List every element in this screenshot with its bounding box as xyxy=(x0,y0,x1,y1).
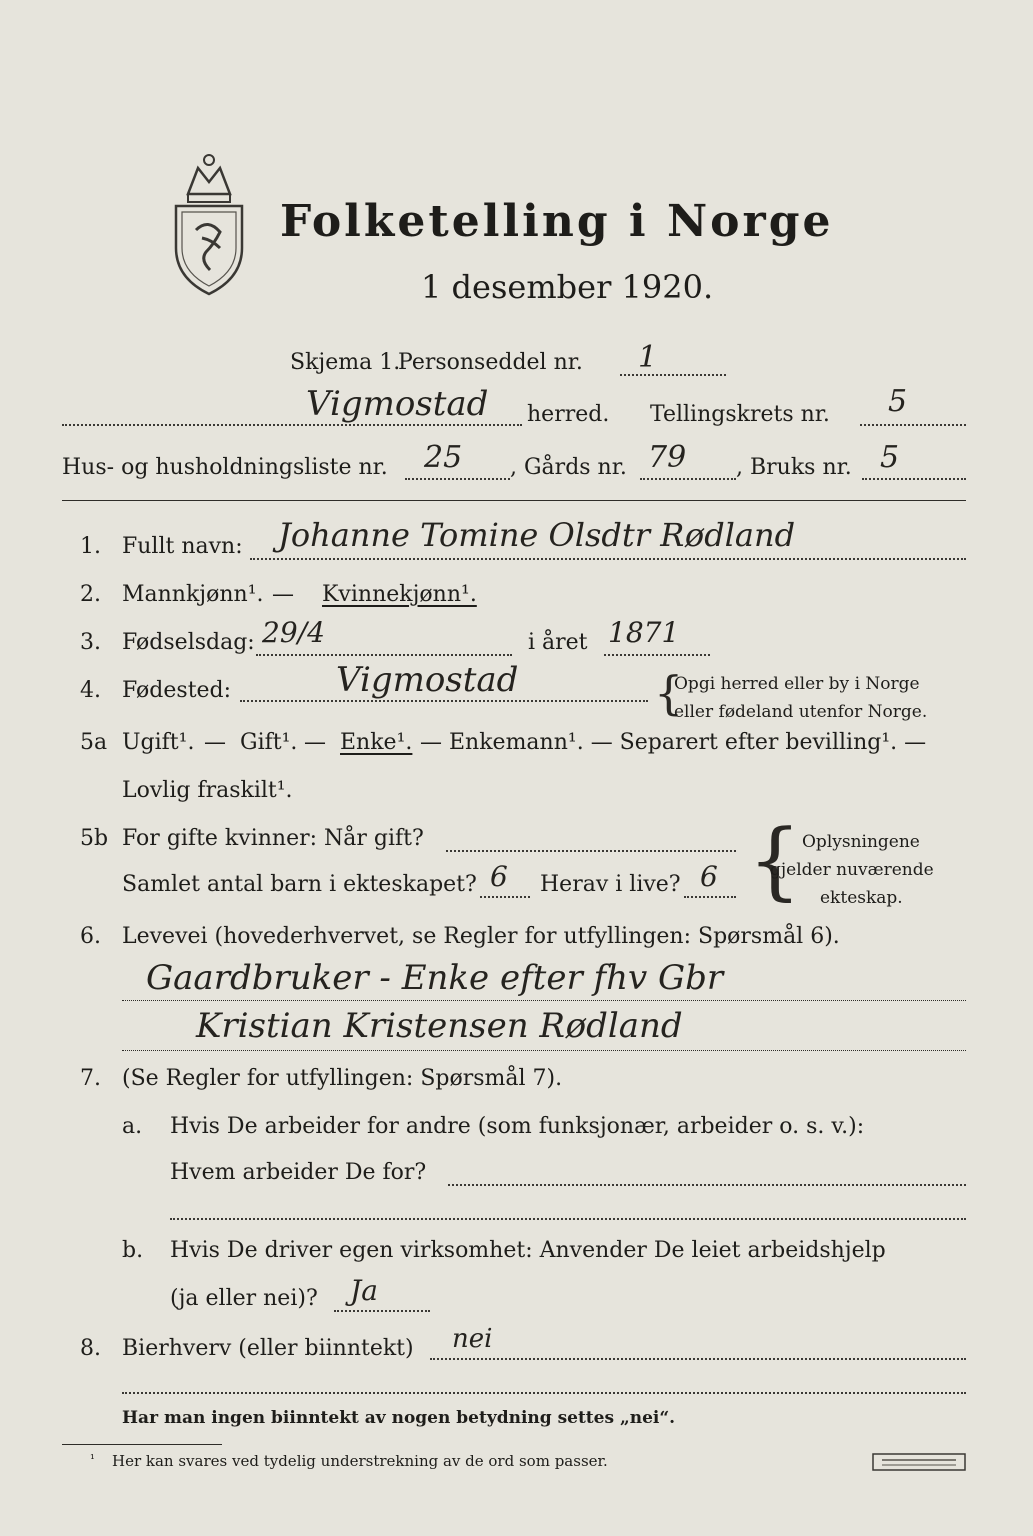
q5b-barn-label: Samlet antal barn i ekteskapet? xyxy=(122,872,477,897)
q4-brace: { xyxy=(654,666,684,720)
q7b-value: Ja xyxy=(350,1274,378,1307)
q1-value: Johanne Tomine Olsdtr Rødland xyxy=(278,516,796,554)
schema-label: Skjema 1. xyxy=(290,350,401,375)
printer-stamp-icon xyxy=(872,1452,966,1472)
q5a-enke: Enke¹. xyxy=(340,730,413,755)
bruks-line xyxy=(862,478,966,480)
herred-line xyxy=(62,424,522,426)
husholdning-line xyxy=(405,478,510,480)
coat-of-arms-icon xyxy=(168,148,250,298)
tellingskrets-label: Tellingskrets nr. xyxy=(650,402,830,427)
q4-value: Vigmostad xyxy=(336,660,519,700)
tellingskrets-value: 5 xyxy=(888,384,908,419)
q5b-barn-line xyxy=(480,896,530,898)
footnote-mark: ¹ xyxy=(90,1452,95,1466)
q2-female-option: Kvinnekjønn¹. xyxy=(322,582,477,607)
q7a-question: Hvem arbeider De for? xyxy=(170,1160,427,1185)
q5b-note-line2: gjelder nuværende xyxy=(770,860,934,880)
q5a-gift: Gift¹. xyxy=(240,730,298,755)
q3-year-label: i året xyxy=(528,630,588,655)
q2-separator: — xyxy=(272,582,294,607)
q6-number: 6. xyxy=(80,924,101,949)
personseddel-label: Personseddel nr. xyxy=(398,350,583,375)
q3-year-line xyxy=(604,654,710,656)
q7b-text: Hvis De driver egen virksomhet: Anvender De leiet arbeidshjelp xyxy=(170,1238,886,1263)
q7a-line-1 xyxy=(448,1184,966,1186)
herred-label: herred. xyxy=(527,402,610,427)
gards-value: 79 xyxy=(648,440,687,475)
footnote-divider xyxy=(62,1444,222,1445)
q5b-note-line1: Oplysningene xyxy=(802,832,920,852)
q5b-number: 5b xyxy=(80,826,109,851)
q5a-dash-1: — xyxy=(204,730,226,755)
footnote-text: Her kan svares ved tydelig understrekning av de ord som passer. xyxy=(112,1452,608,1470)
q6-line-2 xyxy=(122,1050,966,1051)
q8-value: nei xyxy=(452,1324,493,1354)
header-divider xyxy=(62,500,966,501)
q5a-lovlig: Lovlig fraskilt¹. xyxy=(122,778,293,803)
husholdning-value: 25 xyxy=(424,440,463,475)
q3-date-line xyxy=(256,654,512,656)
q3-label: Fødselsdag: xyxy=(122,630,255,655)
q7-number: 7. xyxy=(80,1066,101,1091)
herred-value: Vigmostad xyxy=(306,384,489,424)
q1-number: 1. xyxy=(80,534,101,559)
q3-number: 3. xyxy=(80,630,101,655)
q2-male-option: Mannkjønn¹. xyxy=(122,582,264,607)
q8-label: Bierhverv (eller biinntekt) xyxy=(122,1336,414,1361)
q7-label: (Se Regler for utfyllingen: Spørsmål 7). xyxy=(122,1066,563,1091)
q8-number: 8. xyxy=(80,1336,101,1361)
q6-value-line1: Gaardbruker - Enke efter fhv Gbr xyxy=(146,958,724,998)
q5a-ugift: Ugift¹. xyxy=(122,730,195,755)
gards-line xyxy=(640,478,736,480)
q7b-letter: b. xyxy=(122,1238,144,1263)
q7a-text: Hvis De arbeider for andre (som funksjonær, arbeider o. s. v.): xyxy=(170,1114,865,1139)
q6-line-1 xyxy=(122,1000,966,1001)
q4-note-line2: eller fødeland utenfor Norge. xyxy=(674,702,928,722)
q6-label: Levevei (hovederhvervet, se Regler for utfyllingen: Spørsmål 6). xyxy=(122,924,840,949)
q5b-live-label: Herav i live? xyxy=(540,872,681,897)
q3-birthdate-value: 29/4 xyxy=(262,616,325,649)
q5a-rest: — Enkemann¹. — Separert efter bevilling¹. — xyxy=(420,730,927,755)
q1-label: Fullt navn: xyxy=(122,534,243,559)
q5a-dash-2: — xyxy=(304,730,326,755)
form-title: Folketelling i Norge xyxy=(280,196,834,247)
q5a-number: 5a xyxy=(80,730,108,755)
q5b-label: For gifte kvinner: Når gift? xyxy=(122,826,424,851)
q8-line-1 xyxy=(430,1358,966,1360)
q8-line-2 xyxy=(122,1392,966,1394)
census-date: 1 desember 1920. xyxy=(421,268,714,306)
q5b-live-line xyxy=(684,896,736,898)
q5b-married-line xyxy=(446,850,736,852)
q4-note-line1: Opgi herred eller by i Norge xyxy=(674,674,920,694)
q6-value-line2: Kristian Kristensen Rødland xyxy=(196,1006,683,1046)
personseddel-line xyxy=(620,374,726,376)
q5b-brace: { xyxy=(748,811,802,909)
q7b-line xyxy=(334,1310,430,1312)
q4-line xyxy=(240,700,648,702)
q5b-barn-value: 6 xyxy=(490,860,508,893)
q4-number: 4. xyxy=(80,678,101,703)
q5b-note-line3: ekteskap. xyxy=(820,888,903,908)
q4-label: Fødested: xyxy=(122,678,232,703)
bruks-value: 5 xyxy=(880,440,900,475)
husholdning-label: Hus- og husholdningsliste nr. xyxy=(62,455,388,480)
q7a-line-2 xyxy=(170,1218,966,1220)
footer-note: Har man ingen biinntekt av nogen betydning settes „nei“. xyxy=(122,1408,676,1428)
q1-line xyxy=(250,558,966,560)
q3-year-value: 1871 xyxy=(608,616,680,649)
personseddel-value: 1 xyxy=(638,340,658,375)
bruks-label: , Bruks nr. xyxy=(736,455,852,480)
tellingskrets-line xyxy=(860,424,966,426)
q2-number: 2. xyxy=(80,582,101,607)
gards-label: , Gårds nr. xyxy=(510,455,627,480)
q7b-question: (ja eller nei)? xyxy=(170,1286,318,1311)
q7a-letter: a. xyxy=(122,1114,143,1139)
q5b-live-value: 6 xyxy=(700,860,718,893)
